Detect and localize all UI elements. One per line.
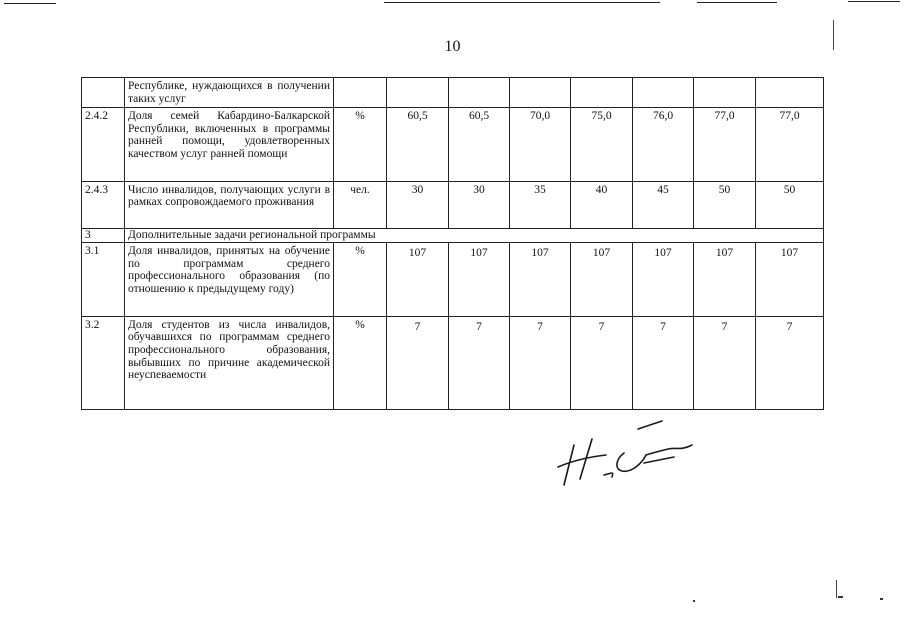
value-cell: 60,5 [387,108,449,182]
value-cell: 50 [694,181,756,229]
value-cell: 60,5 [449,108,510,182]
value-cell: 45 [633,181,694,229]
value-cell: 7 [571,316,633,409]
value-cell: 30 [387,181,449,229]
scan-speck [838,596,843,598]
row-unit-cell: % [334,108,387,182]
row-unit-cell [334,78,387,108]
table-row [82,108,824,182]
scan-speck [693,600,695,602]
value-cell: 7 [694,316,756,409]
scan-artifact-line [384,2,660,3]
scan-artifact-edge [836,580,837,598]
value-cell: 50 [756,181,824,229]
value-cell [694,78,756,108]
value-cell: 70,0 [510,108,571,182]
value-cell: 107 [510,243,571,317]
value-cell: 76,0 [633,108,694,182]
value-cell: 7 [756,316,824,409]
value-cell [756,78,824,108]
section-title: Дополнительные задачи региональной программы [125,229,824,243]
scan-artifact-line [848,1,900,2]
table-row [82,181,824,229]
scan-speck [880,598,883,600]
value-cell: 35 [510,181,571,229]
value-cell: 77,0 [756,108,824,182]
table-row [82,316,824,409]
value-cell: 7 [387,316,449,409]
row-number-cell: 2.4.2 [82,108,125,182]
row-number-cell [82,78,125,108]
value-cell: 107 [633,243,694,317]
row-unit-cell: % [334,316,387,409]
signature [552,415,712,495]
value-cell: 107 [571,243,633,317]
value-cell: 107 [387,243,449,317]
value-cell: 107 [694,243,756,317]
indicators-table [81,77,824,410]
value-cell: 77,0 [694,108,756,182]
value-cell: 75,0 [571,108,633,182]
value-cell: 107 [449,243,510,317]
row-description-cell: Число инвалидов, получающих услуги в рамках сопровождаемого проживания [125,181,334,229]
row-description-cell: Доля студентов из числа инвалидов, обучавшихся по программам среднего профессионального образования, выбывших по причине академической неуспеваемости [125,316,334,409]
row-unit-cell: чел. [334,181,387,229]
row-number-cell: 2.4.3 [82,181,125,229]
row-description-cell: Доля семей Кабардино-Балкарской Республики, включенных в программы ранней помощи, удовлетворенных качеством услуг ранней помощи [125,108,334,182]
row-number-cell: 3.1 [82,243,125,317]
table-row [82,243,824,317]
value-cell [571,78,633,108]
value-cell [510,78,571,108]
row-description-cell: Республике, нуждающихся в получении таких услуг [125,78,334,108]
value-cell: 7 [449,316,510,409]
row-unit-cell: % [334,243,387,317]
value-cell: 7 [633,316,694,409]
value-cell: 107 [756,243,824,317]
row-description-cell: Доля инвалидов, принятых на обучение по программам среднего профессионального образования (по отношению к предыдущему году) [125,243,334,317]
value-cell: 30 [449,181,510,229]
page-number: 10 [444,38,461,55]
value-cell [449,78,510,108]
table-row [82,78,824,108]
section-row [82,229,824,243]
value-cell: 7 [510,316,571,409]
value-cell: 40 [571,181,633,229]
scan-artifact-line [697,2,777,3]
section-number-cell: 3 [82,229,125,243]
value-cell [633,78,694,108]
scan-artifact-line [4,3,56,4]
row-number-cell: 3.2 [82,316,125,409]
value-cell [387,78,449,108]
